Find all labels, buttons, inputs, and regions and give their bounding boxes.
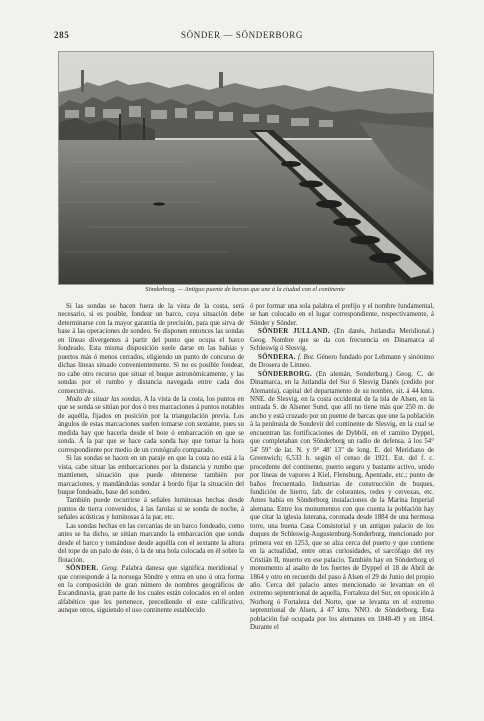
paragraph: Si las sondas se hacen en un paraje en que la costa no está á la vista, cabe situar las embarcaciones por la distancia y rumbo que mantienen, situación que puede obtenerse también por marcaciones, y mandándolas sondar á bordo fijar la situación del buque fondeado, base del sondeo. [58,455,244,496]
paragraph: ó por formar una sola palabra el prefijo y el nombre fundamental, se han colocado en el lugar correspondiente, respectivamente, á Sönder y Sönder. [250,303,434,327]
paragraph: Si las sondas se hacen fuera de la vista de la costa, será necesario, si es posible, fondear un barco, cuya situación debe determinarse con la mayor garantía de precisión, para que sirva de base á las operaciones de sondeo. Se disponen entonces las sondas en líneas divergentes á partir del punto que ocupa el barco fondeado. Esta misma disposición suele darse en las bahías y puertos más ó menos cerrados, eligiendo un punto de concurso de dichas líneas situado convenientemente. Si no es posible fondear, no cabe otro recurso que situar el buque astronómicamente, y las sondas por el rumbo y distancia navegada entre cada dos consecutivas. [58,303,244,395]
entry-headword: SÖNDER JULLAND. [258,328,330,336]
caption-lead: Sönderborg. [145,286,177,293]
figure-caption [58,286,432,293]
entry-headword: SÖNDER. [66,565,99,573]
entry-label: f. Bot. [297,353,315,361]
entry-headword: SÖNDERA. [258,353,296,361]
harbor-photo-illustration [59,52,433,284]
subheading: Modo de situar las sondas. [66,395,143,403]
entry-headword: SÖNDERBORG. [258,370,313,378]
column-divider [246,306,247,680]
harbor-photograph [58,51,434,285]
paragraph: Modo de situar las sondas. A la vista de la costa, los puntos en que se sonda se sitúan por dos ó tres marcaciones á puntos notables de aquélla, fijados en posición por la triangulación previa. Los ángulos de estas marcaciones suelen tomarse con sextante, pues su medida hay que hacerla desde el bote ó embarcación en que se sonda. Á la par que se hace cada sonda hay que tomar la hora correspondiente por medio de un cronógrafo comparado. [58,395,244,454]
page-number: 285 [54,30,70,40]
entry-label: Geog. [101,565,119,573]
dictionary-entry: SÖNDER. Geog. Palabra danesa que significa meridional y que corresponde á la noruega Söndre y entra en uno ú otra forma en la composición de gran número de nombres geográficos de Escandinavia, gran parte de los cuales están colocados en el orden alfabético que les pertenece, precediendo el este calificativo, aunque otros, siguiendo el uso continente establecido [58,565,244,615]
running-title: SÖNDER — SÖNDERBORG [181,30,303,40]
right-text-column [250,303,434,683]
dictionary-entry: SÖNDERBORG. (En alemán, Sonderburg.) Geog. C. de Dinamarca, en la Jutlandia del Sur ó Slesvig Danés (cedido por Alemania), capital del departamento de su nombre, sit. á 44 kms. NNE. de Slesvig, en la costa occidental de la isla de Alsen, en la entrada S. de Alsener Sund, que allí no tiene más que 250 m. de ancho y está cruzado por un puente de barcas que une la población á la península de Sondevit del continente de Slesvig, en la cual se encuentran las fortificaciones de Dybböl, en el camino Dyppel, que completaban con Sönderborg un radio de defensa. á los 54° 54' 59" de lat. N. y 9° 48' 13" de long. E. del Meridiano de Greenwich; 6,533 h. según el censo de 1921. Est. del f. c. procedente del continente, puerto seguro y bastante activo, unido por líneas de vapores á Kiel, Flensburg, Apenrade, etc.; punto de baños frecuentado. Industrias de construcción de buques, fundición de hierro, fab. de colorantes, redes y cervezas, etc. Antes había en Sönderborg instalaciones de la Marina Imperial alemana. Entre los monumentos con que cuenta la población hay que citar la iglesia luterana, coronada desde 1884 de una hermosa torre, una buena Casa Consistorial y un antiguo palacio de los duques de Schleswig-Augustenburg-Sonderburg, mencionado por primera vez en 1253, que se alza cerca del puerto y que contiene en la actualidad, entre otras curiosidades, el sarcófago del rey Cristián II, muerto en ese palacio. También hay en Sönderborg el monumento al asalto de los fuertes de Dyppel el 18 de Abril de 1864 y otro en recuerdo del paso á Alsen el 29 de Junio del propio año. Cerca del palacio antes mencionado se levantan en el extremo septentrional de aquella, Fortaleza del Sur, en oposición á Norborg ó Fortaleza del Norte, que se levanta en el extremo septentrional de Alsen, á 47 kms. NNO. de Sönderborg. Esta población fué ocupada por los alemanes en 1848-49 y en 1864. Durante el [250,370,434,632]
left-text-column [58,303,244,683]
dictionary-entry: SÖNDERA. f. Bot. Género fundado por Lehmann y sinónimo de Drosera de Linneo. [250,353,434,370]
paragraph: También puede recurrirse á señales luminosas hechas desde puntos de tierra convenidos, á las farolas si se sonda de noche, á señales acústicas y luminosas á la par, etc. [58,497,244,522]
caption-text: — Antiguo puente de barcas que une á la ciudad con el continente [177,286,345,293]
dictionary-entry: SÖNDER JULLAND. (En danés, Jutlandia Meridional.) Geog. Nombre que se da con frecuencia en Dinamarca al Schleswig ó Slesvig. [250,328,434,353]
page-header [40,30,444,44]
paragraph: Las sondas hechas en las cercanías de un barco fondeado, como antes se ha dicho, se sitúan marcando la embarcación que sonda desde el barco y tomándose desde aquélla con el sextante la altura del tope de un palo de éste, ó la de una bola colocada en él sobre la flotación. [58,522,244,564]
